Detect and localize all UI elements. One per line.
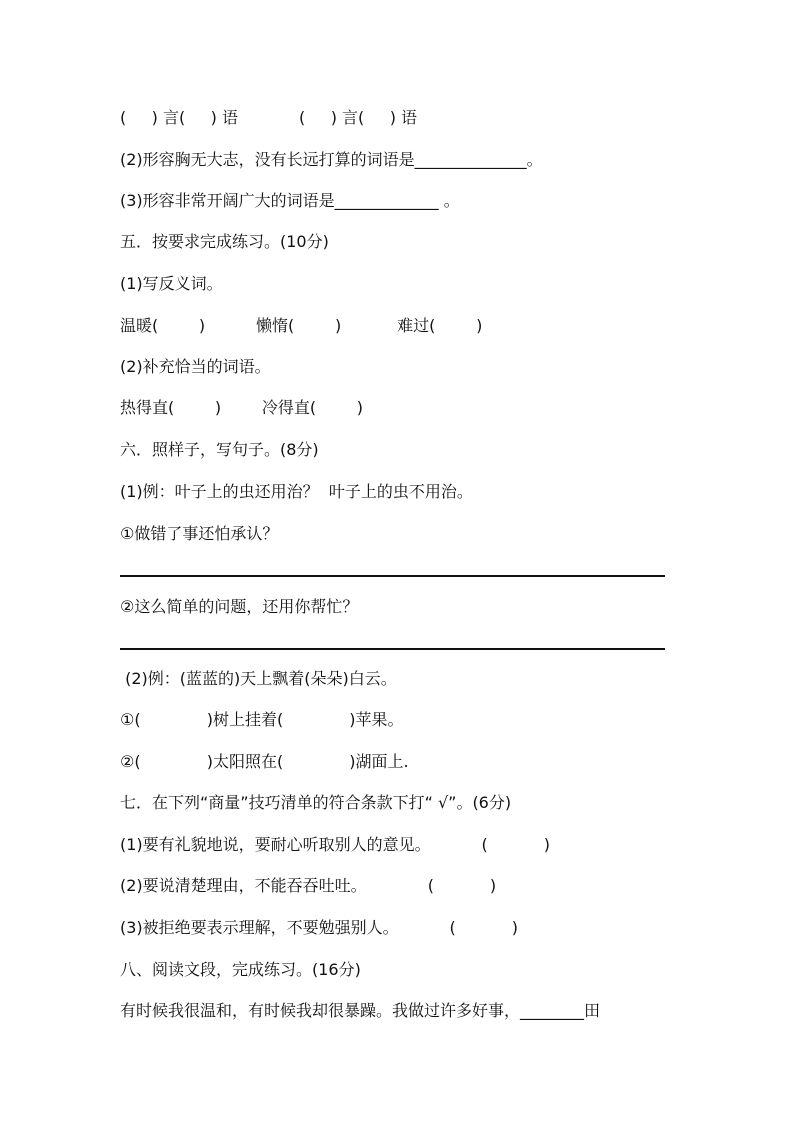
section-6-heading: 六．照样子，写句子。(8分) [120, 440, 319, 459]
answer-line-2[interactable] [120, 648, 665, 650]
checklist-item-3: (3)被拒绝要表示理解，不要勉强别人。 ( ) [120, 918, 518, 937]
idiom-blanks-line: ( ) 言( ) 语 ( ) 言( ) 语 [120, 108, 418, 127]
question-2-text: (2)形容胸无大志，没有长远打算的词语是______________。 [120, 150, 543, 169]
reading-passage: 有时候我很温和，有时候我却很暴躁。我做过许多好事，________田 [120, 1001, 601, 1020]
example-2: (2)例：(蓝蓝的)天上飘着(朵朵)白云。 [120, 669, 397, 688]
fill-word-blanks: 热得直( ) 冷得直( ) [120, 398, 364, 417]
checklist-item-1: (1)要有礼貌地说，要耐心听取别人的意见。 ( ) [120, 835, 550, 854]
checklist-item-2: (2)要说清楚理由，不能吞吞吐吐。 ( ) [120, 876, 497, 895]
subq-fill-words: (2)补充恰当的词语。 [120, 357, 271, 376]
example-1: (1)例：叶子上的虫还用治？ 叶子上的虫不用治。 [120, 482, 473, 501]
answer-line-1[interactable] [120, 575, 665, 577]
example-2-item-1: ①( )树上挂着( )苹果。 [120, 710, 404, 729]
subq-antonyms: (1)写反义词。 [120, 274, 223, 293]
antonym-blanks: 温暖( ) 懒惰( ) 难过( ) [120, 316, 483, 335]
section-8-heading: 八、阅读文段，完成练习。(16分) [120, 960, 361, 979]
section-7-heading: 七．在下列“商量”技巧清单的符合条款下打“ √”。(6分) [120, 793, 512, 812]
example-2-item-2: ②( )太阳照在( )湖面上. [120, 752, 409, 771]
item-1-question: ①做错了事还怕承认？ [120, 524, 279, 543]
section-5-heading: 五．按要求完成练习。(10分) [120, 232, 329, 251]
question-3-text: (3)形容非常开阔广大的词语是_____________ 。 [120, 191, 460, 210]
item-2-question: ②这么简单的问题，还用你帮忙？ [120, 597, 359, 616]
